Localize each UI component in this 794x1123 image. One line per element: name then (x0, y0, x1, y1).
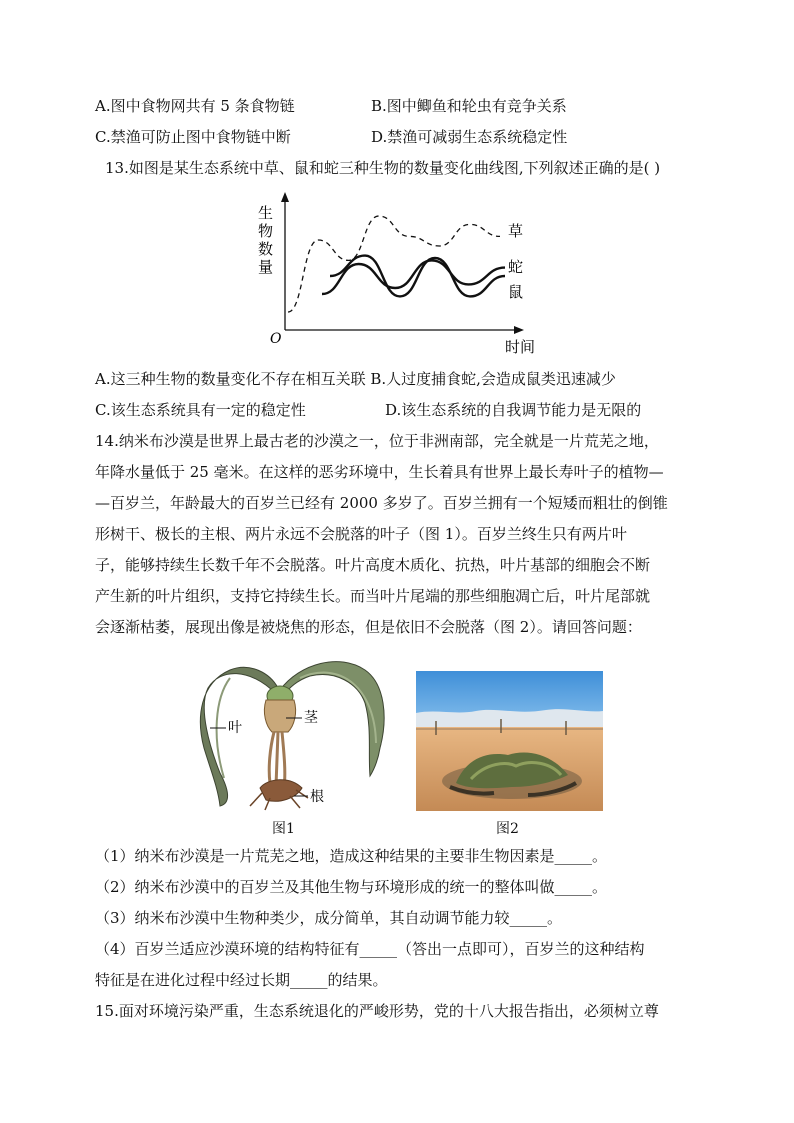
y-axis-label-4: 量 (258, 258, 274, 276)
series-line-mouse (330, 256, 505, 297)
x-axis-arrow-icon (514, 326, 524, 334)
stem-body (264, 700, 295, 732)
legend-mouse: 鼠 (508, 283, 524, 301)
stem-label: 茎 (304, 710, 318, 726)
q14-line-1: 14.纳米布沙漠是世界上最古老的沙漠之一，位于非洲南部，完全就是一片荒芜之地， (95, 432, 659, 450)
q12-option-d: D.禁渔可减弱生态系统稳定性 (371, 128, 568, 146)
q14-line-5: 子，能够持续生长数千年不会脱落。叶片高度木质化、抗热，叶片基部的细胞会不断 (95, 556, 651, 574)
figure-2-desert-photo (416, 671, 603, 811)
q13-option-d: D.该生态系统的自我调节能力是无限的 (385, 401, 642, 419)
q12-option-a: A.图中食物网共有 5 条食物链 (95, 97, 295, 115)
q14-line-4: 形树干、极长的主根、两片永远不会脱落的叶子（图 1）。百岁兰终生只有两片叶 (95, 525, 627, 543)
x-axis-label: 时间 (505, 338, 536, 356)
q12-option-b: B.图中鲫鱼和轮虫有竞争关系 (371, 97, 567, 115)
q13-option-ab: A.这三种生物的数量变化不存在相互关联 B.人过度捕食蛇,会造成鼠类迅速减少 (95, 370, 616, 388)
q13-stem: 13.如图是某生态系统中草、鼠和蛇三种生物的数量变化曲线图,下列叙述正确的是( ) (105, 159, 661, 177)
y-axis-label-1: 生 (258, 204, 274, 222)
q14-question-1: （1）纳米布沙漠是一片荒芜之地，造成这种结果的主要非生物因素是_____。 (95, 847, 608, 865)
legend-snake: 蛇 (508, 258, 524, 276)
q12-option-c: C.禁渔可防止图中食物链中断 (95, 128, 291, 146)
population-chart (250, 190, 540, 360)
y-axis-label-3: 数 (258, 240, 274, 258)
q14-line-7: 会逐渐枯萎，展现出像是被烧焦的形态，但是依旧不会脱落（图 2）。请回答问题： (95, 618, 642, 636)
y-axis-arrow-icon (281, 192, 289, 202)
q14-question-3: （3）纳米布沙漠中生物种类少，成分简单，其自动调节能力较_____。 (95, 909, 563, 927)
series-layer (288, 216, 505, 312)
q14-line-3: —百岁兰，年龄最大的百岁兰已经有 2000 多岁了。百岁兰拥有一个短矮而粗壮的倒锥 (95, 494, 668, 512)
figure-1-welwitschia-plant (190, 648, 390, 813)
y-axis-label-2: 物 (258, 222, 274, 240)
series-line-grass (288, 216, 500, 312)
legend-grass: 草 (508, 222, 524, 240)
q14-line-2: 年降水量低于 25 毫米。在这样的恶劣环境中，生长着具有世界上最长寿叶子的植物— (95, 463, 664, 481)
root-label: 根 (310, 789, 324, 805)
leaf-label: 叶 (228, 720, 242, 736)
right-leaf-shape (280, 662, 384, 776)
q14-question-4b: 特征是在进化过程中经过长期_____的结果。 (95, 971, 388, 989)
q14-question-4a: （4）百岁兰适应沙漠环境的结构特征有_____（答出一点即可），百岁兰的这种结构 (95, 940, 645, 958)
q14-line-6: 产生新的叶片组织，支持它持续生长。而当叶片尾端的那些细胞凋亡后，叶片尾部就 (95, 587, 651, 605)
series-line-snake (322, 260, 505, 294)
q15-line-1: 15.面对环境污染严重，生态系统退化的严峻形势，党的十八大报告指出，必须树立尊 (95, 1002, 659, 1020)
q14-question-2: （2）纳米布沙漠中的百岁兰及其他生物与环境形成的统一的整体叫做_____。 (95, 878, 608, 896)
figure-1-caption: 图1 (272, 821, 295, 837)
figure-2-caption: 图2 (496, 821, 519, 837)
q13-option-c: C.该生态系统具有一定的稳定性 (95, 401, 306, 419)
origin-label: O (270, 331, 282, 347)
